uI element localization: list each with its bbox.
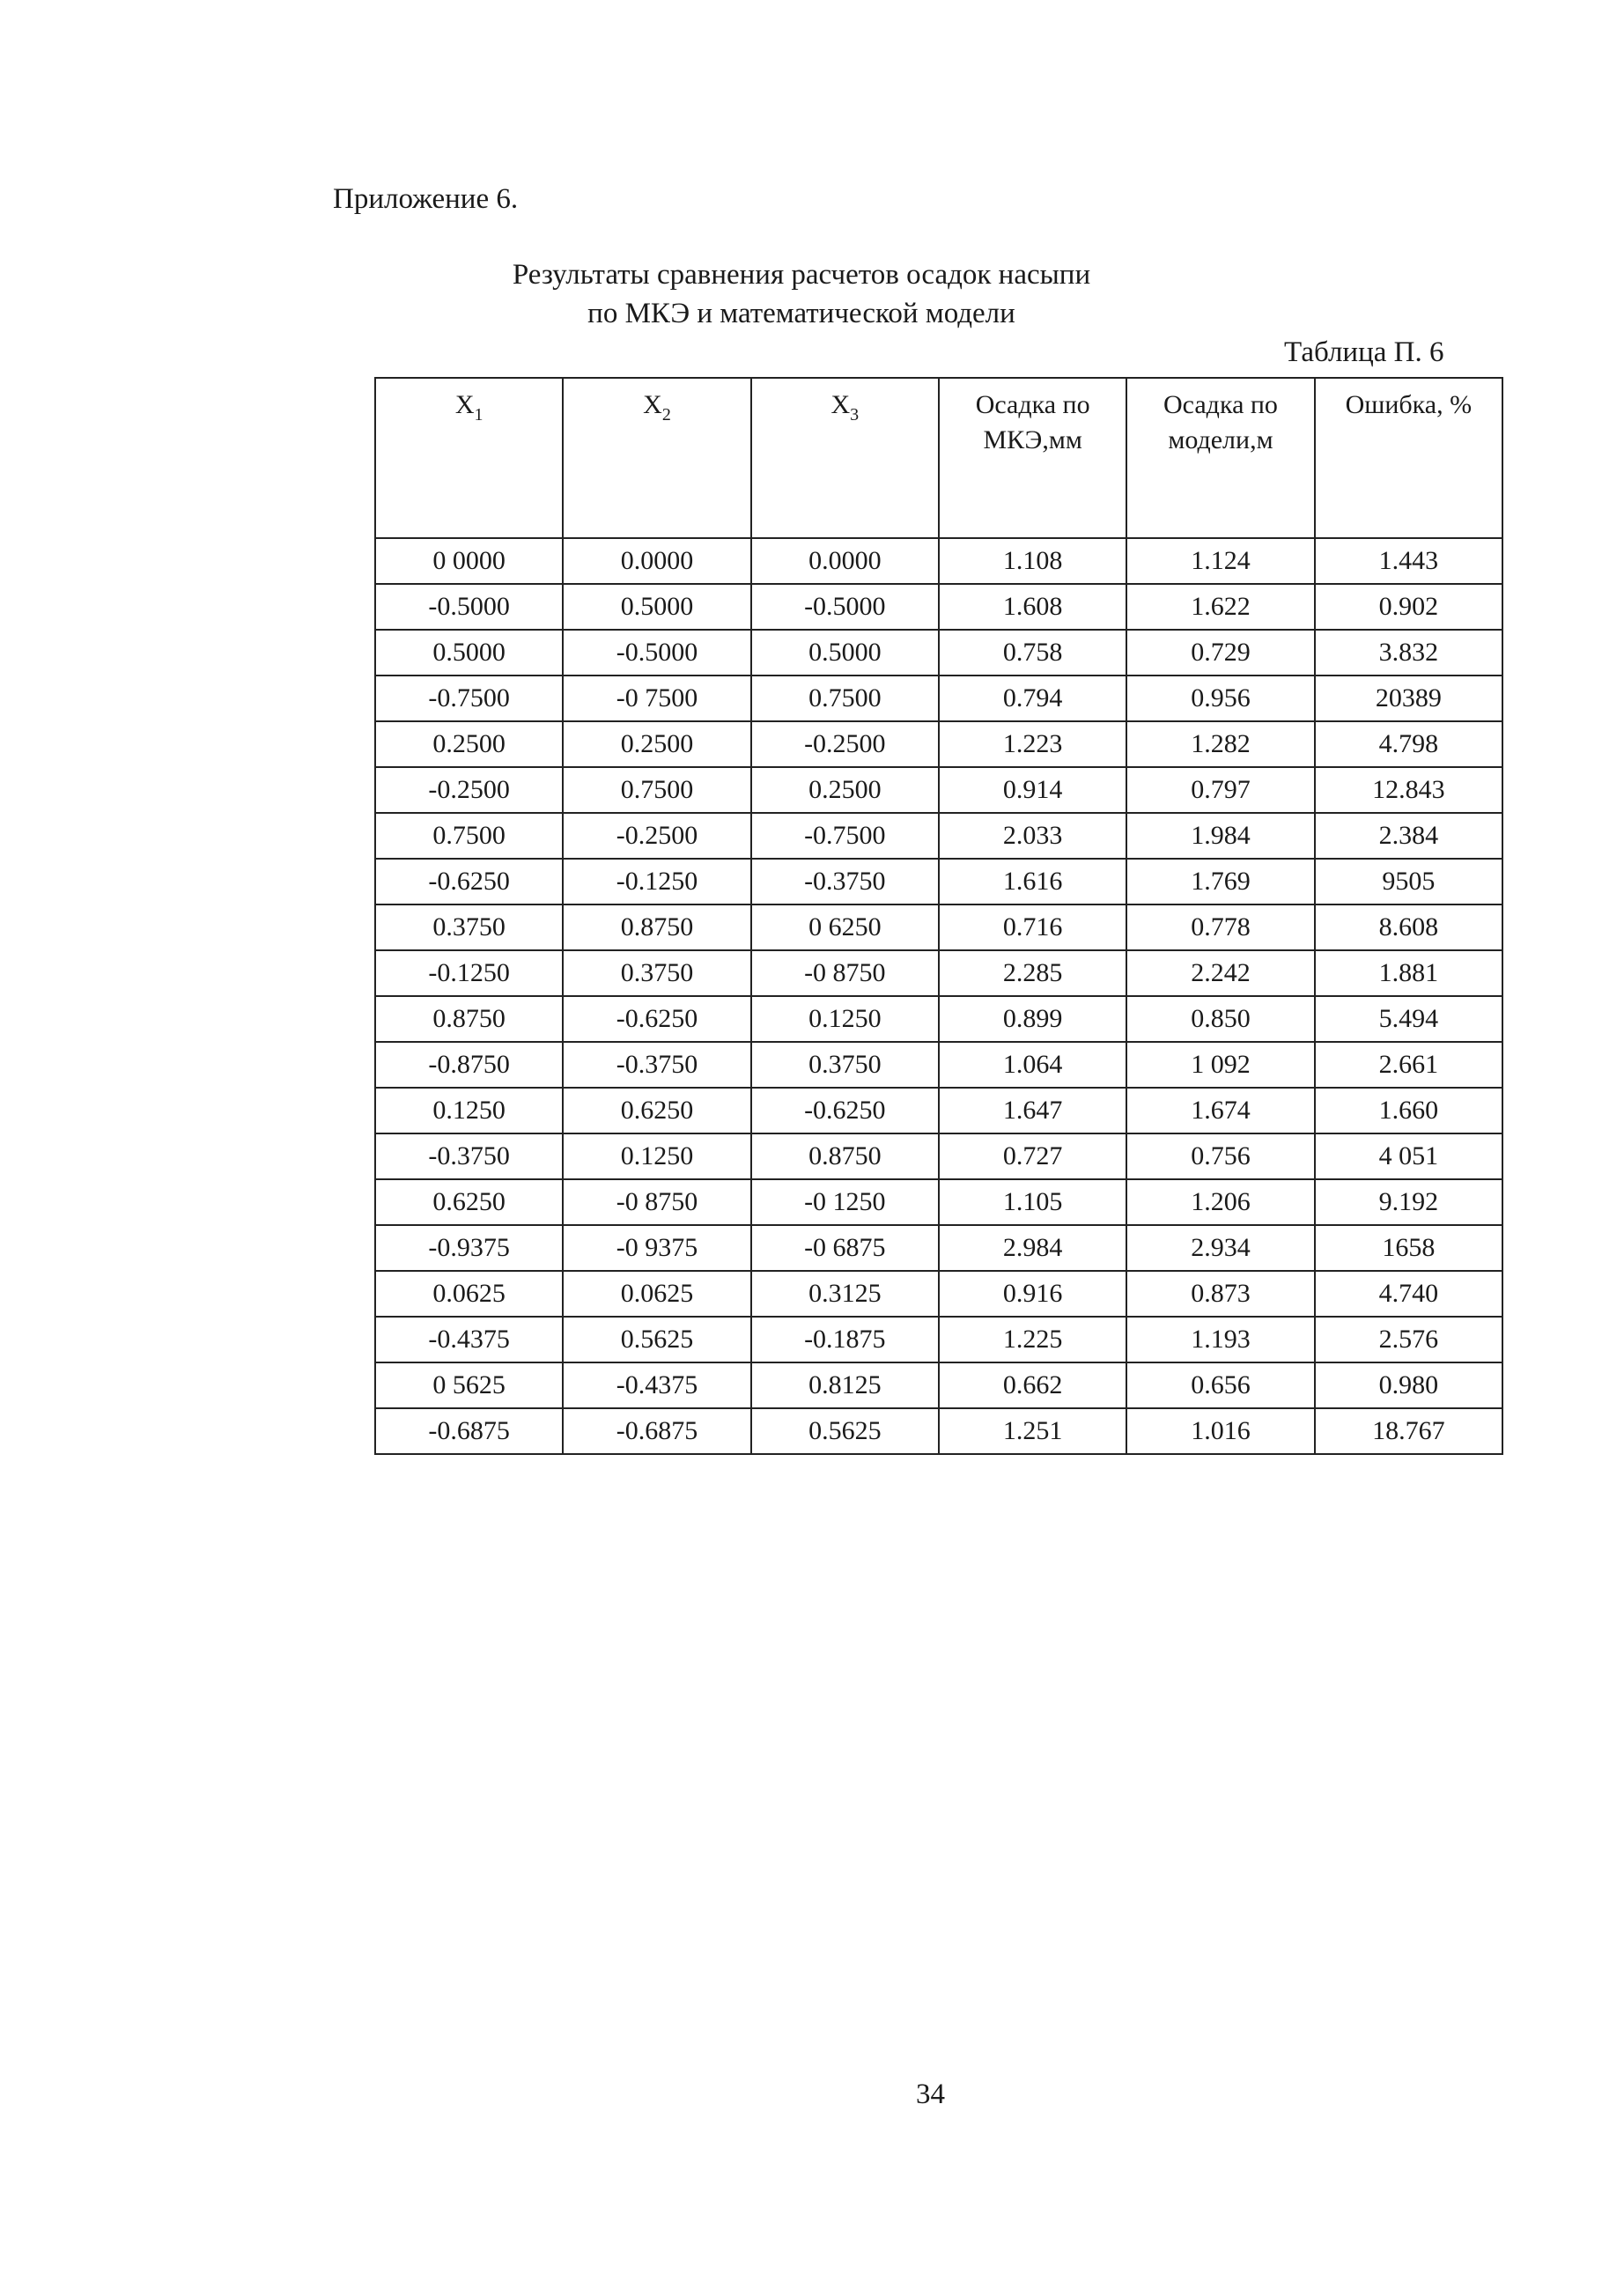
table-cell: 1.622	[1126, 584, 1314, 630]
table-cell: 1 092	[1126, 1042, 1314, 1088]
table-cell: 4.740	[1315, 1271, 1502, 1317]
table-cell: 2.242	[1126, 950, 1314, 996]
table-cell: 0.850	[1126, 996, 1314, 1042]
table-cell: 1.660	[1315, 1088, 1502, 1133]
table-cell: 0.1250	[375, 1088, 563, 1133]
table-cell: 0.916	[939, 1271, 1126, 1317]
table-cell: 1.124	[1126, 538, 1314, 584]
table-cell: 1.881	[1315, 950, 1502, 996]
table-cell: 0 6250	[751, 904, 939, 950]
table-cell: 12.843	[1315, 767, 1502, 813]
table-cell: 0.5625	[751, 1408, 939, 1454]
table-cell: 18.767	[1315, 1408, 1502, 1454]
table-cell: 0.727	[939, 1133, 1126, 1179]
table-cell: 0.8750	[375, 996, 563, 1042]
table-cell: 1.064	[939, 1042, 1126, 1088]
table-cell: 1.225	[939, 1317, 1126, 1362]
table-cell: 2.934	[1126, 1225, 1314, 1271]
page-number: 34	[916, 2078, 945, 2110]
table-cell: 0.7500	[375, 813, 563, 859]
table-row	[375, 996, 1502, 1042]
table-cell: 0.3125	[751, 1271, 939, 1317]
table-cell: 2.576	[1315, 1317, 1502, 1362]
table-cell: -0.5000	[751, 584, 939, 630]
table-cell: -0.7500	[751, 813, 939, 859]
table-cell: 0.3750	[375, 904, 563, 950]
table-cell: -0.2500	[563, 813, 750, 859]
table-cell: 0.0625	[563, 1271, 750, 1317]
table-cell: -0.5000	[563, 630, 750, 676]
table-cell: 0.2500	[375, 721, 563, 767]
appendix-label: Приложение 6.	[333, 183, 519, 215]
table-cell: -0 8750	[563, 1179, 750, 1225]
table-row	[375, 630, 1502, 676]
table-row	[375, 1408, 1502, 1454]
table-cell: -0 7500	[563, 676, 750, 721]
table-cell: 1.282	[1126, 721, 1314, 767]
table-number-label: Таблица П. 6	[1284, 336, 1444, 368]
table-cell: 0.980	[1315, 1362, 1502, 1408]
table-cell: 0.5000	[751, 630, 939, 676]
header-x1: $X_1$	[375, 378, 563, 538]
table-cell: 5.494	[1315, 996, 1502, 1042]
table-row	[375, 1225, 1502, 1271]
table-cell: -0.6250	[751, 1088, 939, 1133]
table-cell: 0.899	[939, 996, 1126, 1042]
table-cell: -0.7500	[375, 676, 563, 721]
table-cell: 8.608	[1315, 904, 1502, 950]
table-cell: -0.2500	[751, 721, 939, 767]
table-row	[375, 538, 1502, 584]
table-cell: 1658	[1315, 1225, 1502, 1271]
header-fem-settlement: Осадка по МКЭ,мм	[939, 378, 1126, 538]
table-row	[375, 950, 1502, 996]
table-title-line2: по МКЭ и математической модели	[587, 298, 1015, 329]
table-cell: 0.2500	[751, 767, 939, 813]
table-cell: -0.9375	[375, 1225, 563, 1271]
table-row	[375, 1179, 1502, 1225]
table-cell: 9.192	[1315, 1179, 1502, 1225]
table-cell: 0.1250	[563, 1133, 750, 1179]
table-cell: 1.647	[939, 1088, 1126, 1133]
table-row	[375, 767, 1502, 813]
table-row	[375, 676, 1502, 721]
table-cell: 1.674	[1126, 1088, 1314, 1133]
table-row	[375, 1271, 1502, 1317]
table-cell: 0.662	[939, 1362, 1126, 1408]
table-body	[375, 538, 1502, 1454]
table-row	[375, 1088, 1502, 1133]
table-cell: 0.6250	[375, 1179, 563, 1225]
table-cell: 0.756	[1126, 1133, 1314, 1179]
table-cell: 0.902	[1315, 584, 1502, 630]
table-cell: 1.206	[1126, 1179, 1314, 1225]
table-cell: 0.794	[939, 676, 1126, 721]
table-cell: 1.984	[1126, 813, 1314, 859]
table-cell: 0.956	[1126, 676, 1314, 721]
table-cell: 1.223	[939, 721, 1126, 767]
table-cell: 0.914	[939, 767, 1126, 813]
table-cell: 0.7500	[563, 767, 750, 813]
table-cell: -0.6875	[563, 1408, 750, 1454]
table-cell: -0.1250	[375, 950, 563, 996]
table-cell: 1.443	[1315, 538, 1502, 584]
table-cell: -0.3750	[563, 1042, 750, 1088]
header-error-percent: Ошибка, %	[1315, 378, 1502, 538]
table-cell: 0.758	[939, 630, 1126, 676]
table-cell: 2.661	[1315, 1042, 1502, 1088]
table-cell: -0.4375	[563, 1362, 750, 1408]
table-cell: 0.716	[939, 904, 1126, 950]
table-cell: 4.798	[1315, 721, 1502, 767]
table-header-row	[375, 378, 1502, 538]
table-cell: -0.6250	[563, 996, 750, 1042]
table-cell: -0.3750	[751, 859, 939, 904]
table-cell: 0.8125	[751, 1362, 939, 1408]
table-cell: 2.384	[1315, 813, 1502, 859]
table-cell: 1.616	[939, 859, 1126, 904]
table-cell: -0 6875	[751, 1225, 939, 1271]
table-cell: 0.7500	[751, 676, 939, 721]
table-cell: 1.193	[1126, 1317, 1314, 1362]
table-cell: 0 5625	[375, 1362, 563, 1408]
table-row	[375, 859, 1502, 904]
table-cell: -0 9375	[563, 1225, 750, 1271]
table-cell: -0.6250	[375, 859, 563, 904]
table-row	[375, 904, 1502, 950]
table-cell: -0.4375	[375, 1317, 563, 1362]
table-cell: 0.0000	[751, 538, 939, 584]
table-cell: 0.797	[1126, 767, 1314, 813]
table-cell: -0.2500	[375, 767, 563, 813]
table-cell: 0.656	[1126, 1362, 1314, 1408]
table-cell: 4 051	[1315, 1133, 1502, 1179]
table-cell: 1.105	[939, 1179, 1126, 1225]
table-cell: 0.6250	[563, 1088, 750, 1133]
table-cell: 1.016	[1126, 1408, 1314, 1454]
table-cell: 0.5000	[563, 584, 750, 630]
table-cell: 0.5000	[375, 630, 563, 676]
table-cell: 20389	[1315, 676, 1502, 721]
table-cell: 0.873	[1126, 1271, 1314, 1317]
table-row	[375, 1362, 1502, 1408]
table-cell: -0.1250	[563, 859, 750, 904]
header-x2: $X_2$	[563, 378, 750, 538]
table-cell: 0.3750	[563, 950, 750, 996]
table-row	[375, 1133, 1502, 1179]
table-cell: -0 1250	[751, 1179, 939, 1225]
header-model-settlement: Осадка по модели,м	[1126, 378, 1314, 538]
results-table-container	[374, 377, 1503, 1455]
table-cell: -0.3750	[375, 1133, 563, 1179]
table-row	[375, 1042, 1502, 1088]
table-cell: 0.3750	[751, 1042, 939, 1088]
table-cell: 1.769	[1126, 859, 1314, 904]
table-cell: 2.285	[939, 950, 1126, 996]
table-cell: 9505	[1315, 859, 1502, 904]
table-row	[375, 1317, 1502, 1362]
table-cell: 2.033	[939, 813, 1126, 859]
table-cell: -0 8750	[751, 950, 939, 996]
table-cell: 0.8750	[751, 1133, 939, 1179]
table-cell: 0.0625	[375, 1271, 563, 1317]
table-cell: 3.832	[1315, 630, 1502, 676]
table-cell: 1.608	[939, 584, 1126, 630]
table-cell: 0.0000	[563, 538, 750, 584]
table-cell: 0.8750	[563, 904, 750, 950]
table-cell: 0.778	[1126, 904, 1314, 950]
header-x3: $X_3$	[751, 378, 939, 538]
table-cell: 0.5625	[563, 1317, 750, 1362]
table-cell: 0.729	[1126, 630, 1314, 676]
table-cell: -0.1875	[751, 1317, 939, 1362]
table-row	[375, 584, 1502, 630]
table-title-line1: Результаты сравнения расчетов осадок насыпи	[512, 259, 1091, 291]
table-cell: 0.1250	[751, 996, 939, 1042]
table-row	[375, 721, 1502, 767]
table-cell: 1.251	[939, 1408, 1126, 1454]
table-cell: -0.8750	[375, 1042, 563, 1088]
results-table	[374, 377, 1503, 1455]
table-cell: -0.5000	[375, 584, 563, 630]
table-cell: 0.2500	[563, 721, 750, 767]
table-cell: 0 0000	[375, 538, 563, 584]
table-cell: 2.984	[939, 1225, 1126, 1271]
table-cell: 1.108	[939, 538, 1126, 584]
table-cell: -0.6875	[375, 1408, 563, 1454]
table-row	[375, 813, 1502, 859]
